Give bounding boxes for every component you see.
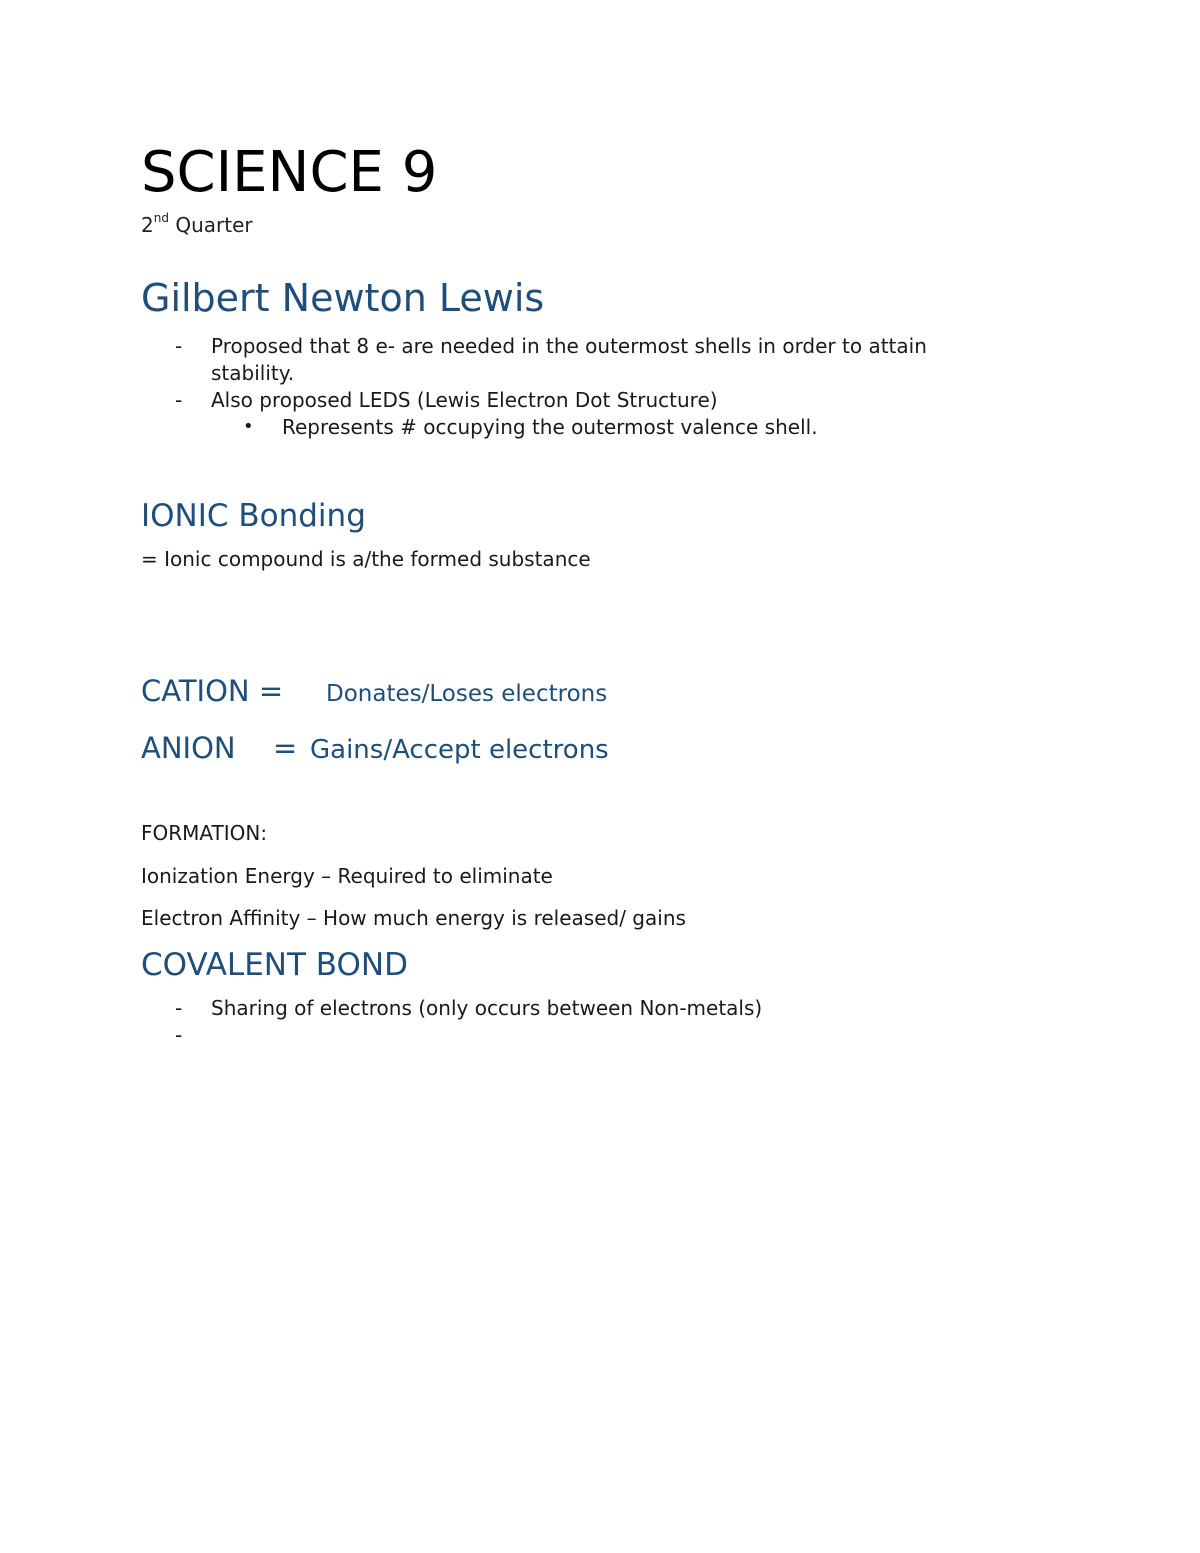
list-marker: - (175, 1023, 183, 1047)
anion-equals: = (273, 731, 298, 765)
list-marker: - (175, 996, 183, 1020)
subtitle-superscript: nd (153, 211, 169, 226)
formation-label: FORMATION: (141, 821, 268, 845)
anion-definition: Gains/Accept electrons (310, 735, 609, 765)
list-item-text: Proposed that 8 e- are needed in the outermost shells in order to attain (211, 334, 927, 358)
document-subtitle (141, 213, 253, 237)
cation-label: CATION = (141, 674, 284, 708)
electron-affinity-line: Electron Affinity – How much energy is released/ gains (141, 906, 686, 930)
sub-list-item-text: Represents # occupying the outermost valence shell. (282, 415, 818, 439)
section-heading-covalent: COVALENT BOND (141, 947, 408, 983)
list-marker: - (175, 388, 183, 412)
subtitle-text: Quarter (168, 213, 253, 237)
section-heading-lewis: Gilbert Newton Lewis (141, 276, 545, 320)
list-item-text: Also proposed LEDS (Lewis Electron Dot Structure) (211, 388, 718, 412)
list-item-text-continued: stability. (211, 361, 295, 385)
document-title: SCIENCE 9 (141, 140, 438, 205)
anion-label: ANION (141, 731, 236, 765)
bullet-marker: • (243, 416, 254, 437)
list-marker: - (175, 334, 183, 358)
cation-definition: Donates/Loses electrons (326, 681, 608, 707)
ionization-energy-line: Ionization Energy – Required to eliminate (141, 864, 553, 888)
ionic-definition: = Ionic compound is a/the formed substance (141, 547, 591, 571)
subtitle-number: 2 (141, 213, 154, 237)
list-item-text: Sharing of electrons (only occurs between Non-metals) (211, 996, 763, 1020)
section-heading-ionic: IONIC Bonding (141, 498, 366, 534)
